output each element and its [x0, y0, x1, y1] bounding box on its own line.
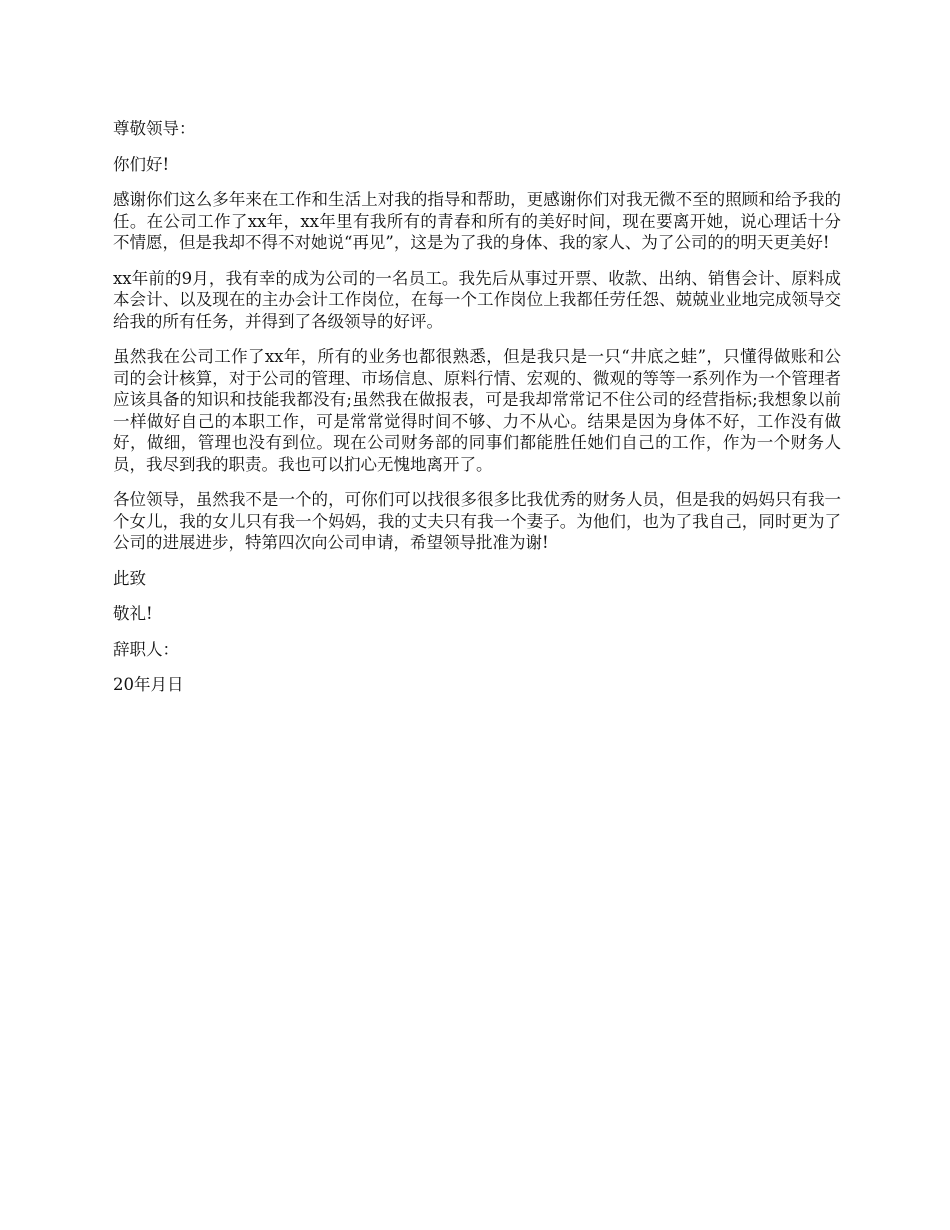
body-paragraph-1: 感谢你们这么多年来在工作和生活上对我的指导和帮助，更感谢你们对我无微不至的照顾和给予我的任。在公司工作了xx年，xx年里有我所有的青春和所有的美好时间，现在要离开她，说心理话十分不情愿，但是我却不得不对她说“再见”，这是为了我的身体、我的家人、为了公司的的明天更美好!: [113, 190, 841, 252]
resignation-letter: [113, 118, 841, 710]
body-paragraph-3: 虽然我在公司工作了xx年，所有的业务也都很熟悉，但是我只是一只“井底之蛙”，只懂得做账和公司的会计核算，对于公司的管理、市场信息、原料行情、宏观的、微观的等等一系列作为一个管理者应该具备的知识和技能我都没有;虽然我在做报表，可是我却常常记不住公司的经营指标;我想象以前一样做好自己的本职工作，可是常常觉得时间不够、力不从心。结果是因为身体不好，工作没有做好，做细，管理也没有到位。现在公司财务部的同事们都能胜任她们自己的工作，作为一个财务人员，我尽到我的职责。我也可以扪心无愧地离开了。: [113, 347, 841, 474]
regards: 敬礼!: [113, 604, 153, 623]
closing: 此致: [113, 568, 146, 588]
body-paragraph-4: 各位领导，虽然我不是一个的，可你们可以找很多很多比我优秀的财务人员，但是我的妈妈只有我一个女儿，我的女儿只有我一个妈妈，我的丈夫只有我一个妻子。为他们，也为了我自己，同时更为了公司的进展进步，特第四次向公司申请，希望领导批准为谢!: [113, 490, 841, 552]
date: 20年月日: [113, 675, 184, 694]
salutation: 尊敬领导：: [113, 119, 196, 138]
greeting: 你们好!: [113, 154, 170, 174]
signer-label: 辞职人：: [113, 639, 179, 659]
body-paragraph-2: xx年前的9月，我有幸的成为公司的一名员工。我先后从事过开票、收款、出纳、销售会计、原料成本会计、以及现在的主办会计工作岗位，在每一个工作岗位上我都任劳任怨、兢兢业业地完成领导交给我的所有任务，并得到了各级领导的好评。: [113, 268, 841, 331]
